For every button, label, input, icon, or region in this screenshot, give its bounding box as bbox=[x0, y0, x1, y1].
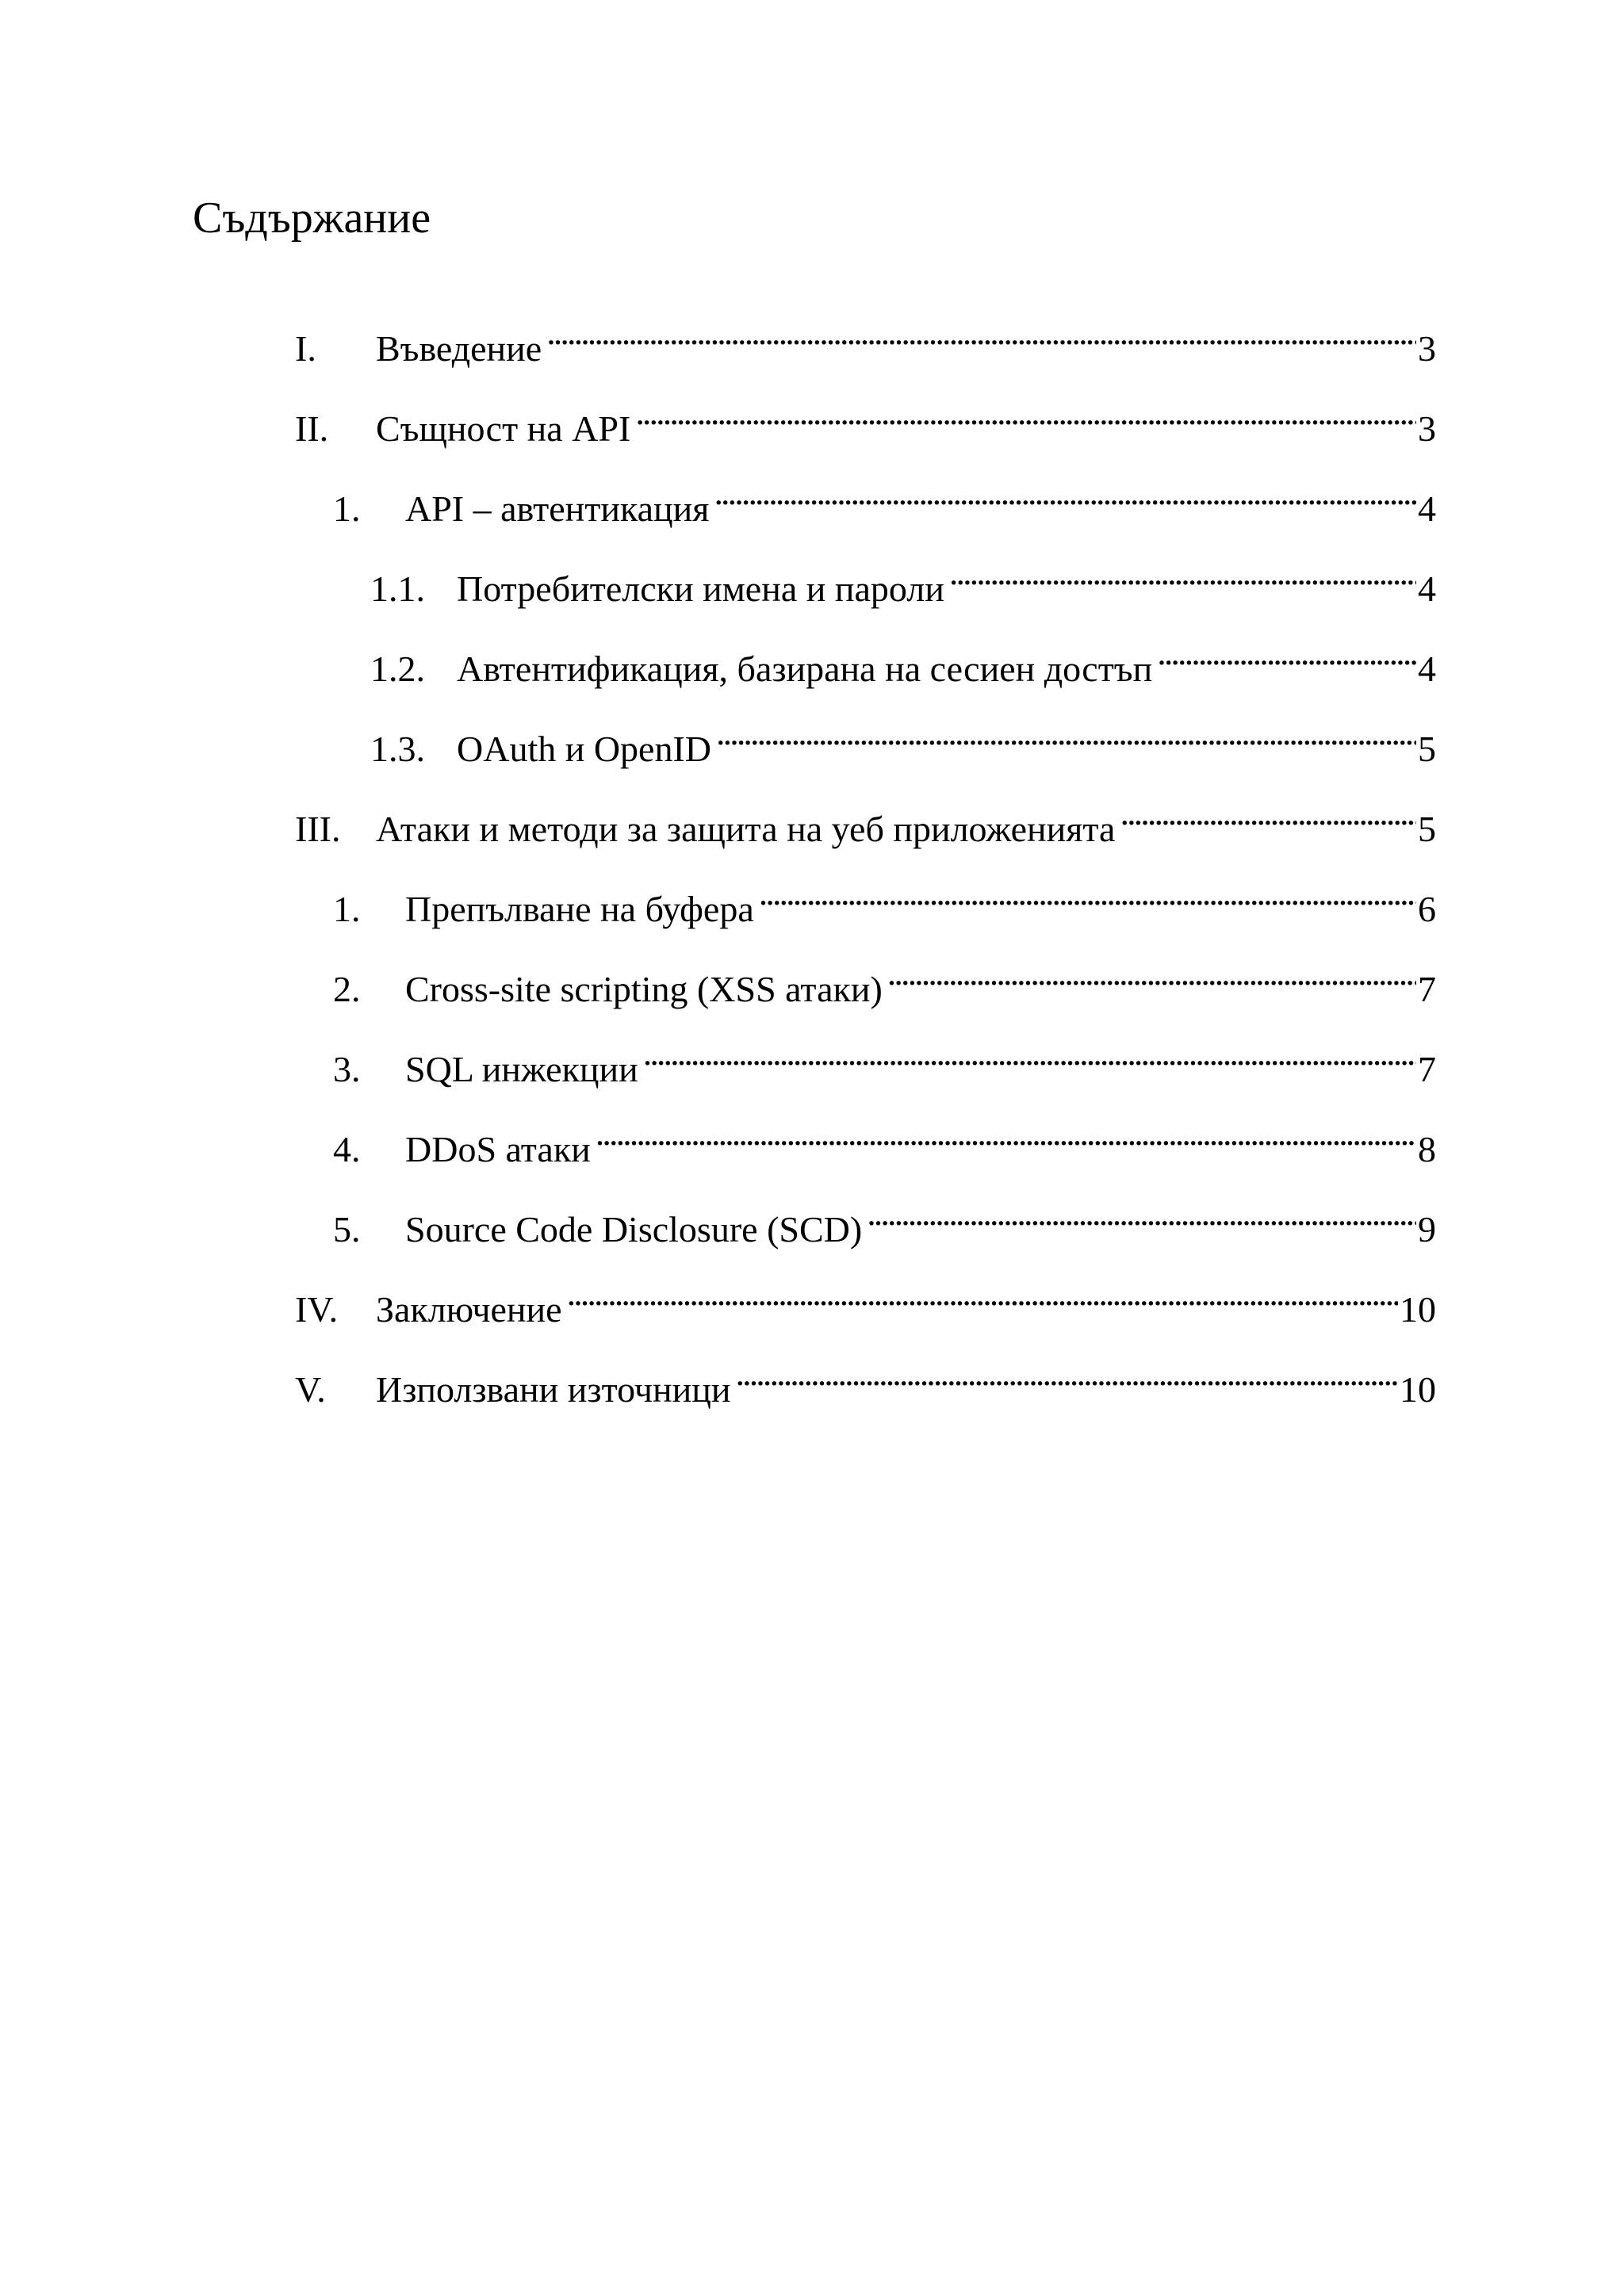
toc-dot-leader bbox=[596, 1114, 1416, 1161]
toc-entry-xss[interactable] bbox=[333, 954, 1436, 1009]
toc-dot-leader bbox=[759, 874, 1416, 921]
toc-entry-number: V. bbox=[295, 1369, 326, 1410]
toc-entry-attacks-protection[interactable] bbox=[295, 794, 1436, 849]
toc-entry-sources[interactable] bbox=[295, 1354, 1436, 1410]
toc-entry-number: I. bbox=[295, 328, 316, 369]
toc-entry-oauth-openid[interactable] bbox=[370, 714, 1436, 769]
toc-entry-text: Същност на API bbox=[376, 408, 631, 449]
toc-entry-conclusion[interactable] bbox=[295, 1274, 1436, 1330]
toc-entry-text: Използвани източници bbox=[376, 1369, 731, 1410]
toc-dot-leader bbox=[643, 1034, 1416, 1081]
toc-dot-leader bbox=[1157, 633, 1416, 681]
toc-entry-text: SQL инжекции bbox=[405, 1049, 638, 1089]
toc-entry-number: IV. bbox=[295, 1289, 339, 1330]
toc-dot-leader bbox=[1120, 794, 1416, 841]
toc-dot-leader bbox=[716, 714, 1416, 761]
toc-entry-page: 5 bbox=[1418, 809, 1436, 849]
toc-entry-number: 1.2. bbox=[370, 649, 425, 689]
toc-entry-page: 3 bbox=[1418, 408, 1436, 449]
toc-dot-leader bbox=[736, 1354, 1399, 1402]
toc-entry-text: DDoS атаки bbox=[405, 1129, 591, 1169]
toc-entry-sql-injection[interactable] bbox=[333, 1034, 1436, 1089]
toc-entry-number: 5. bbox=[333, 1209, 361, 1249]
toc-entry-page: 3 bbox=[1418, 328, 1436, 369]
toc-entry-session-authentication[interactable] bbox=[370, 633, 1436, 689]
toc-entry-ddos[interactable] bbox=[333, 1114, 1436, 1169]
toc-title: Съдържание bbox=[193, 193, 431, 243]
toc-entry-api-essence[interactable] bbox=[295, 393, 1436, 449]
toc-entry-text: Препълване на буфера bbox=[405, 889, 754, 929]
toc-entry-text: Въведение bbox=[376, 328, 542, 369]
toc-entry-introduction[interactable] bbox=[295, 313, 1436, 369]
toc-entry-scd[interactable] bbox=[333, 1194, 1436, 1249]
toc-entry-page: 10 bbox=[1400, 1369, 1436, 1410]
toc-entry-text: Потребителски имена и пароли bbox=[457, 568, 944, 609]
toc-entry-page: 5 bbox=[1418, 729, 1436, 769]
toc-entry-buffer-overflow[interactable] bbox=[333, 874, 1436, 929]
toc-dot-leader bbox=[714, 473, 1416, 521]
toc-dot-leader bbox=[867, 1194, 1416, 1242]
toc-dot-leader bbox=[887, 954, 1416, 1001]
toc-entry-number: 2. bbox=[333, 969, 361, 1009]
toc-entry-usernames-passwords[interactable] bbox=[370, 553, 1436, 609]
toc-entry-number: 3. bbox=[333, 1049, 361, 1089]
toc-entry-page: 4 bbox=[1418, 488, 1436, 529]
toc-entry-page: 4 bbox=[1418, 649, 1436, 689]
toc-entry-page: 4 bbox=[1418, 568, 1436, 609]
toc-entry-number: III. bbox=[295, 809, 341, 849]
toc-entry-text: Атаки и методи за защита на уеб приложенията bbox=[376, 809, 1116, 849]
toc-entry-text: Заключение bbox=[376, 1289, 562, 1330]
toc-entry-text: Автентификация, базирана на сесиен достъп bbox=[457, 649, 1153, 689]
toc-entry-number: 1.3. bbox=[370, 729, 425, 769]
toc-entry-text: OAuth и OpenID bbox=[457, 729, 712, 769]
toc-dot-leader bbox=[546, 313, 1416, 361]
toc-entry-page: 7 bbox=[1418, 1049, 1436, 1089]
toc-entry-number: 4. bbox=[333, 1129, 361, 1169]
toc-dot-leader bbox=[635, 393, 1416, 441]
toc-entry-number: 1.1. bbox=[370, 568, 425, 609]
toc-entry-page: 7 bbox=[1418, 969, 1436, 1009]
toc-dot-leader bbox=[949, 553, 1416, 601]
toc-entry-page: 6 bbox=[1418, 889, 1436, 929]
toc-dot-leader bbox=[567, 1274, 1398, 1322]
toc-entry-text: Source Code Disclosure (SCD) bbox=[405, 1209, 863, 1249]
toc-entry-text: API – автентикация bbox=[405, 488, 710, 529]
toc-entry-api-authentication[interactable] bbox=[333, 473, 1436, 529]
toc-entry-text: Cross-site scripting (XSS атаки) bbox=[405, 969, 883, 1009]
toc-entry-number: 1. bbox=[333, 889, 361, 929]
toc-entry-number: 1. bbox=[333, 488, 361, 529]
toc-entry-number: II. bbox=[295, 408, 329, 449]
toc-entry-page: 8 bbox=[1418, 1129, 1436, 1169]
toc-entry-page: 9 bbox=[1418, 1209, 1436, 1249]
toc-entry-page: 10 bbox=[1400, 1289, 1436, 1330]
